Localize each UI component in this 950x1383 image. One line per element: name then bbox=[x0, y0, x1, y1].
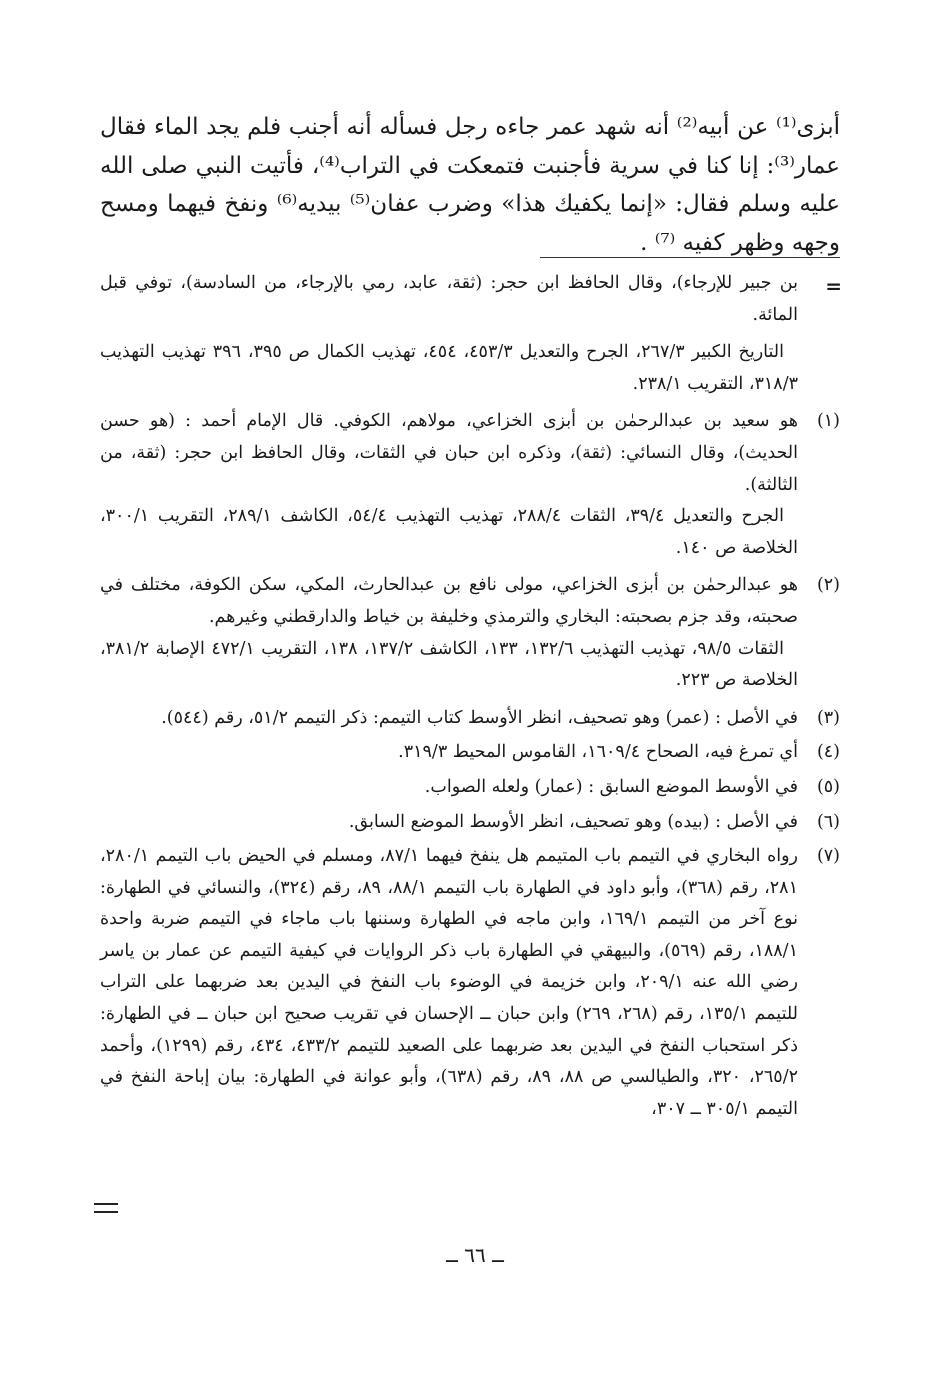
footnote-separator bbox=[540, 257, 840, 258]
footnote-4 bbox=[100, 737, 840, 769]
footnote-number: (٢) bbox=[816, 575, 840, 596]
footnote-text: في الأصل : (عمر) وهو تصحيف، انظر الأوسط كتاب التيمم: ذكر التيمم ٥١/٢، رقم (٥٤٤). bbox=[161, 707, 798, 728]
footnote-text: هو عبدالرحمٰن بن أبزى الخزاعي، مولى نافع بن عبدالحارث، المكي، سكن الكوفة، مختلف في صحبته، وقد جزم بصحبته: البخاري والترمذي وخليفة بن خياط والدارقطني وغيرهم. bbox=[100, 575, 798, 627]
footnote-text: في الأوسط الموضع السابق : (عمار) ولعله الصواب. bbox=[424, 776, 798, 797]
continued-footnote-reference: التاريخ الكبير ٢٦٧/٣، الجرح والتعديل ٤٥٣/٣، ٤٥٤، تهذيب الكمال ص ٣٩٥، ٣٩٦ تهذيب التهذيب ٣١٨/٣، التقريب ٢٣٨/١. bbox=[100, 342, 798, 394]
footnote-number: (٣) bbox=[816, 707, 840, 728]
footnote-number: (١) bbox=[816, 411, 840, 432]
page-number: ــ ٦٦ ــ bbox=[446, 1243, 504, 1267]
continuation-end-mark bbox=[94, 1203, 118, 1213]
footnote-2 bbox=[100, 570, 840, 633]
footnote-number: (٤) bbox=[816, 742, 840, 763]
footnote-text: رواه البخاري في التيمم باب المتيمم هل ينفخ فيهما ٨٧/١، ومسلم في الحيض باب التيمم ٢٨٠/١، ٢٨١، رقم (٣٦٨)، وأبو داود في الطهارة باب التيمم ٨٨/١، ٨٩، رقم (٣٢٤)، والنسائي في الطهارة: نوع آخر من التيمم ١٦٩/١، وابن ماجه في الطهارة وسننها باب ماجاء في التيمم ضربة واحدة ١٨٨/١، رقم (٥٦٩)، والبيهقي في الطهارة باب ذكر الروايات في كيفية التيمم عن عمار بن ياسر رضي الله عنه ٢٠٩/١، وابن خزيمة في الوضوء باب النفخ في اليدين بعد ضربهما على التراب للتيمم ١٣٥/١، رقم (٢٦٨، ٢٦٩) وابن حبان ــ الإحسان في تقريب صحيح ابن حبان ــ في الطهارة: ذكر استحباب النفخ في اليدين بعد ضربهما على الصعيد للتيمم ٤٣٣/٢، ٤٣٤، رقم (١٢٩٩)، وأحمد ٢٦٥/٢، ٣٢٠، والطيالسي ص ٨٨، ٨٩، رقم (٦٣٨)، وأبو عوانة في الطهارة: بيان إباحة النفخ في التيمم ٣٠٥/١ ــ ٣٠٧، bbox=[100, 846, 798, 1119]
footnote-reference: الثقات ٩٨/٥، تهذيب التهذيب ١٣٢/٦، ١٣٣، الكاشف ١٣٧/٢، ١٣٨، التقريب ٤٧٢/١ الإصابة ٣٨١/٢، الخلاصة ص ٢٢٣. bbox=[100, 638, 798, 691]
continued-footnote-text: بن جبير للإرجاء)، وقال الحافظ ابن حجر: (ثقة، عابد، رمي بالإرجاء، من السادسة)، توفي قبل المائة. bbox=[100, 273, 798, 325]
footnote-7 bbox=[100, 841, 840, 1125]
footnote-6 bbox=[100, 807, 840, 839]
footnotes bbox=[100, 268, 840, 1125]
footnote-text: أي تمرغ فيه، الصحاح ١٦٠٩/٤، القاموس المحيط ٣١٩/٣. bbox=[398, 742, 798, 763]
footnote-3 bbox=[100, 703, 840, 735]
continued-footnote bbox=[100, 268, 840, 331]
footnote-text: في الأصل : (بيده) وهو تصحيف، انظر الأوسط الموضع السابق. bbox=[348, 811, 798, 832]
footnote-number: (٦) bbox=[816, 811, 840, 832]
main-text bbox=[100, 108, 840, 262]
footnote-reference: الجرح والتعديل ٣٩/٤، الثقات ٢٨٨/٤، تهذيب التهذيب ٥٤/٤، الكاشف ٢٨٩/١، التقريب ٣٠٠/١، الخلاصة ص ١٤٠. bbox=[100, 506, 798, 558]
continuation-mark: = bbox=[825, 274, 840, 298]
footnote-number: (٧) bbox=[816, 846, 840, 867]
footnote-1 bbox=[100, 406, 840, 501]
footnote-text: هو سعيد بن عبدالرحمٰن بن أبزى الخزاعي، مولاهم، الكوفي. قال الإمام أحمد : (هو حسن الحديث)، وقال النسائي: (ثقة)، وذكره ابن حبان في الثقات، وقال الحافظ ابن حجر: (ثقة، من الثالثة). bbox=[100, 411, 798, 495]
footnote-5 bbox=[100, 772, 840, 804]
main-paragraph: أبزى⁽¹⁾ عن أبيه⁽²⁾ أنه شهد عمر جاءه رجل فسأله أنه أجنب فلم يجد الماء فقال عمار⁽³⁾: إنا كنا في سرية فأجنبت فتمعكت في التراب⁽⁴⁾، فأتيت النبي صلى الله عليه وسلم فقال: «إنما يكفيك هذا» وضرب عفان⁽⁵⁾ بيديه⁽⁶⁾ ونفخ فيهما ومسح وجهه وظهر كفيه ⁽⁷⁾ . bbox=[100, 114, 841, 256]
footnote-number: (٥) bbox=[816, 776, 840, 797]
